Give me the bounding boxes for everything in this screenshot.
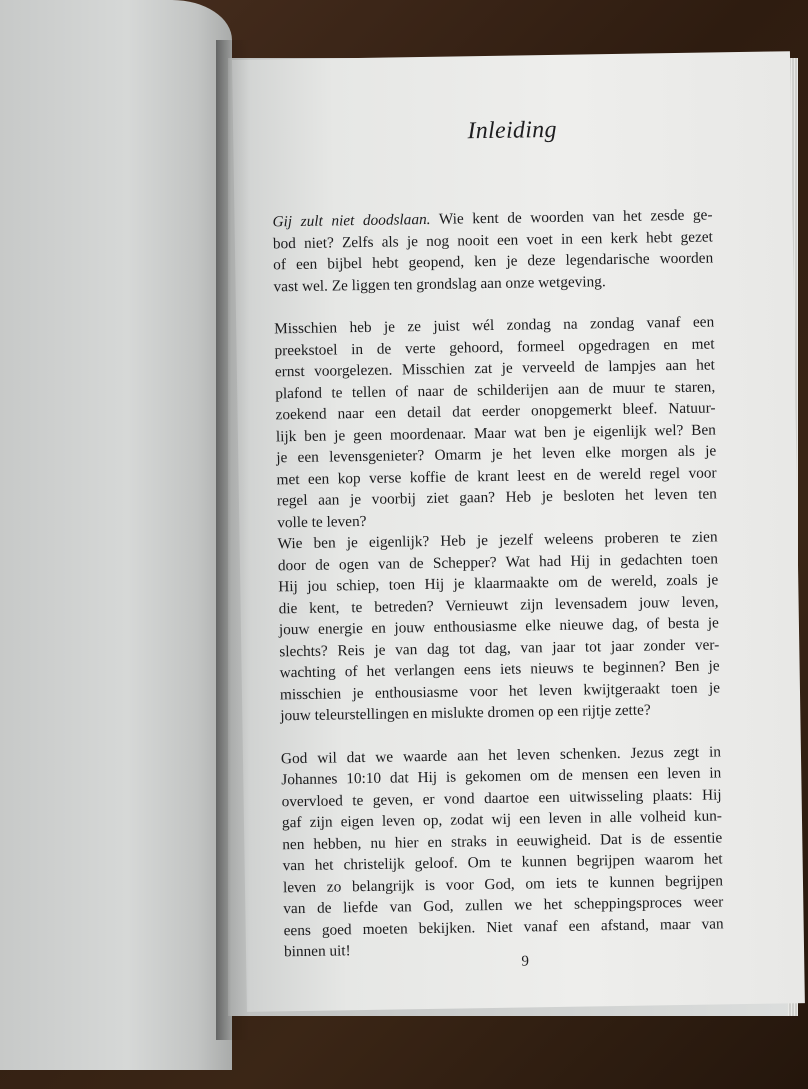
chapter-title: Inleiding [467,116,558,145]
line-text: God wil dat we waarde aan het leven schenken. Jezus zegt in [280,742,722,767]
line-text: lijk ben je geen moordenaar. Maar wat ben je eigenlijk wel? Ben [275,420,716,445]
line-text: jouw energie en jouw enthousiasme elke nieuwe dag, of besta je [278,614,720,639]
paragraph [274,311,717,533]
line-text: zoekend naar een detail dat eerder onopgemerkt bleef. Natuur- [275,399,716,424]
line-text: misschien je enthousiasme voor het leven kwijtgeraakt toen je [279,678,721,703]
line-text: je een levensgenieter? Omarm je het leven elke morgen als je [276,442,717,467]
line-text: Misschien heb je ze juist wél zondag na zondag vanaf een [274,313,715,338]
paragraph [277,526,720,726]
line-text: slechts? Reis je van dag tot dag, van jaar tot jaar zonder ver- [279,635,720,660]
line-text: met een kop verse koffie de krant leest en de wereld regel voor [276,463,717,488]
line-text: van de liefde van God, zullen we het scheppingsproces weer [283,893,724,918]
left-page [0,0,232,1070]
line-text: leven zo belangrijk is voor God, om iets te kunnen begrijpen [282,871,724,896]
line-text: van het christelijk geloof. Om te kunnen begrijpen waarom het [282,850,723,875]
body-text [272,204,724,983]
line-text: die kent, te betreden? Vernieuwt zijn levensadem jouw leven, [278,592,719,617]
line-text: gaf zijn eigen leven op, zodat wij een leven in alle volheid kun- [281,807,723,832]
italic-quote: Gij zult niet doodslaan. [272,210,431,231]
line-text: Wie ben je eigenlijk? Heb je jezelf weleens proberen te zien [277,528,718,553]
line-text: regel aan je voorbij ziet gaan? Heb je besloten het leven ten [276,485,718,510]
page-number: 9 [521,953,530,970]
line-text: Hij jou schiep, toen Hij je klaarmaakte om de wereld, zoals je [278,571,719,596]
line-text: plafond te tellen of naar de schilderijen aan de muur te staren, [275,377,716,402]
line-text: volle te leven? [277,512,367,531]
line-text: preekstoel in de verte gehoord, formeel opgedragen en met [274,334,715,359]
line-text: nen hebben, nu hier en straks in eeuwigheid. Dat is de essentie [282,828,723,853]
line-text: eens goed moeten bekijken. Niet vanaf een afstand, maar van [283,914,724,939]
line-text: binnen uit! [283,942,351,961]
line-text: Johannes 10:10 dat Hij is gekomen om de mensen een leven in [281,764,722,789]
right-page [232,51,805,1012]
line-text: ernst voorgelezen. Misschien zat je verveeld de lampjes aan het [274,356,715,381]
bleed-through-text [40,70,46,92]
line-text: door de ogen van de Schepper? Wat had Hij in gedachten toen [277,549,719,574]
paragraph [281,741,724,963]
line-text: wachting of het verlangen eens iets nieuws te beginnen? Ben je [279,657,720,682]
paragraph [272,204,713,297]
line-text: Wie kent de woorden van het zesde ge- [430,206,713,228]
line-text: of een bijbel hebt geopend, ken je deze legendarische woorden [273,249,714,274]
line-text: vast wel. Ze liggen ten grondslag aan onze wetgeving. [273,272,606,295]
line-text: overvloed te geven, er vond daartoe een uitwisseling plaats: Hij [281,785,722,810]
book-gutter-shadow [216,40,250,1040]
line-text: bod niet? Zelfs als je nog nooit een voet in een kerk hebt gezet [272,227,713,252]
line-text: jouw teleurstellingen en mislukte dromen op een rijtje zette? [280,701,651,725]
